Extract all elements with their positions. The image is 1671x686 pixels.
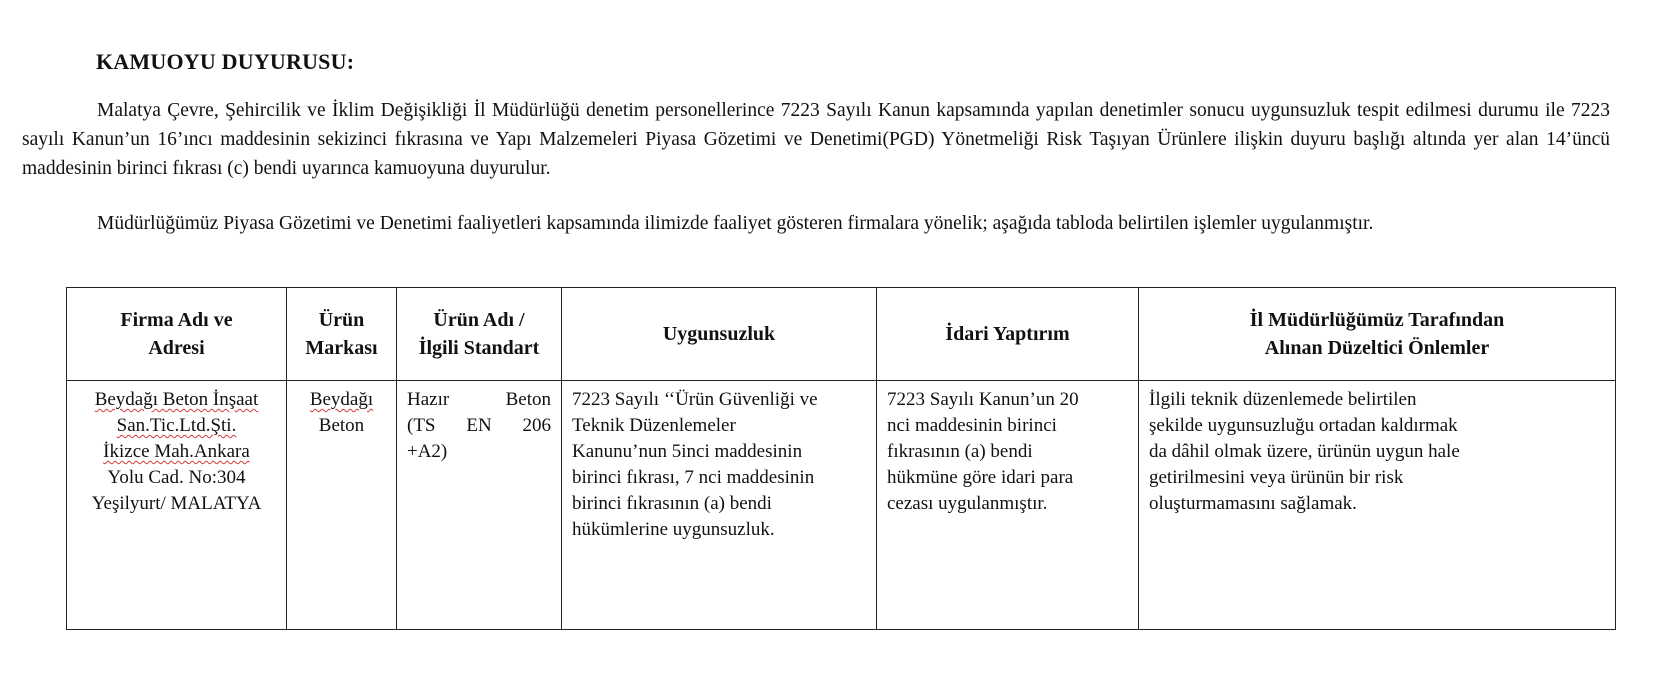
announcement-title: KAMUOYU DUYURUSU: <box>96 49 355 74</box>
cell-onlemler: İlgili teknik düzenlemede belirtilen şekilde uygunsuzluğu ortadan kaldırmak da dâhil olmak üzere, ürünün uygun hale getirilmesini veya ürünün bir risk oluşturmamasını sağlamak. <box>1139 381 1616 630</box>
cell-yaptirim: 7223 Sayılı Kanun’un 20 nci maddesinin birinci fıkrasının (a) bendi hükmüne göre idari para cezası uygulanmıştır. <box>877 381 1139 630</box>
cell-uygunsuzluk: 7223 Sayılı ‘‘Ürün Güvenliği ve Teknik Düzenlemeler Kanunu’nun 5inci maddesinin birinci fıkrası, 7 nci maddesinin birinci fıkrasının (a) bendi hükümlerine uygunsuzluk. <box>562 381 877 630</box>
activities-paragraph: Müdürlüğümüz Piyasa Gözetimi ve Denetimi faaliyetleri kapsamında ilimizde faaliyet gösteren firmalara yönelik; aşağıda tabloda belirtilen işlemler uygulanmıştır. <box>97 213 1374 234</box>
header-firma: Firma Adı ve Adresi <box>67 288 287 381</box>
table-header-row <box>67 288 1616 381</box>
table-row <box>67 381 1616 630</box>
inspection-table <box>66 287 1616 630</box>
header-yaptirim: İdari Yaptırım <box>877 288 1139 381</box>
cell-marka: Beydağı Beton <box>287 381 397 630</box>
cell-firma: Beydağı Beton İnşaat San.Tic.Ltd.Şti. İkizce Mah.Ankara Yolu Cad. No:304 Yeşilyurt/ MALATYA <box>67 381 287 630</box>
cell-urun: Hazır Beton (TS EN 206 +A2) <box>397 381 562 630</box>
header-uygunsuzluk: Uygunsuzluk <box>562 288 877 381</box>
intro-paragraph: Malatya Çevre, Şehircilik ve İklim Değişikliği İl Müdürlüğü denetim personellerince 7223 Sayılı Kanun kapsamında yapılan denetimler sonucu uygunsuzluk tespit edilmesi durumu ile 7223 sayılı Kanun’un 16’ıncı maddesinin sekizinci fıkrasına ve Yapı Malzemeleri Piyasa Gözetimi ve Denetimi(PGD) Yönetmeliği Risk Taşıyan Ürünlere ilişkin duyuru başlığı altında yer alan 14’üncü maddesinin birinci fıkrası (c) bendi uyarınca kamuoyuna duyurulur. <box>22 100 1610 179</box>
header-marka: Ürün Markası <box>287 288 397 381</box>
header-urun: Ürün Adı / İlgili Standart <box>397 288 562 381</box>
header-onlemler: İl Müdürlüğümüz Tarafından Alınan Düzeltici Önlemler <box>1139 288 1616 381</box>
